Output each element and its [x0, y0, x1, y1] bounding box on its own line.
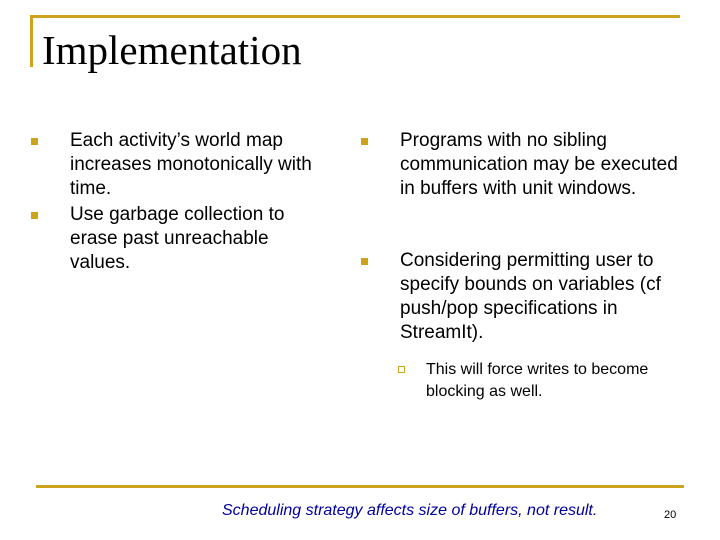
right-sub-bullet-text: This will force writes to become blocking as well.	[426, 361, 649, 400]
title-frame-top-rule	[30, 15, 680, 18]
right-sub-bullet	[358, 359, 688, 403]
left-bullet-2-text: Use garbage collection to erase past unreachable values.	[70, 204, 285, 273]
footer-note: Scheduling strategy affects size of buffers, not result.	[222, 502, 598, 519]
square-bullet-icon	[361, 138, 368, 145]
right-bullet-1	[358, 129, 688, 201]
left-column	[28, 129, 328, 275]
square-bullet-icon	[361, 258, 368, 265]
footer-rule	[36, 485, 684, 488]
right-column	[358, 129, 688, 403]
square-bullet-icon	[31, 138, 38, 145]
right-bullet-2-text: Considering permitting user to specify bounds on variables (cf push/pop specifications in StreamIt).	[400, 250, 661, 343]
left-bullet-2	[28, 203, 328, 275]
left-bullet-1-text: Each activity’s world map increases monotonically with time.	[70, 130, 312, 199]
left-bullet-1	[28, 129, 328, 201]
right-bullet-1-text: Programs with no sibling communication may be executed in buffers with unit windows.	[400, 130, 678, 199]
slide-title: Implementation	[42, 27, 302, 73]
title-frame-left-rule	[30, 15, 33, 67]
page-number: 20	[664, 509, 677, 521]
right-bullet-2	[358, 249, 688, 345]
hollow-square-bullet-icon	[398, 366, 405, 373]
square-bullet-icon	[31, 212, 38, 219]
